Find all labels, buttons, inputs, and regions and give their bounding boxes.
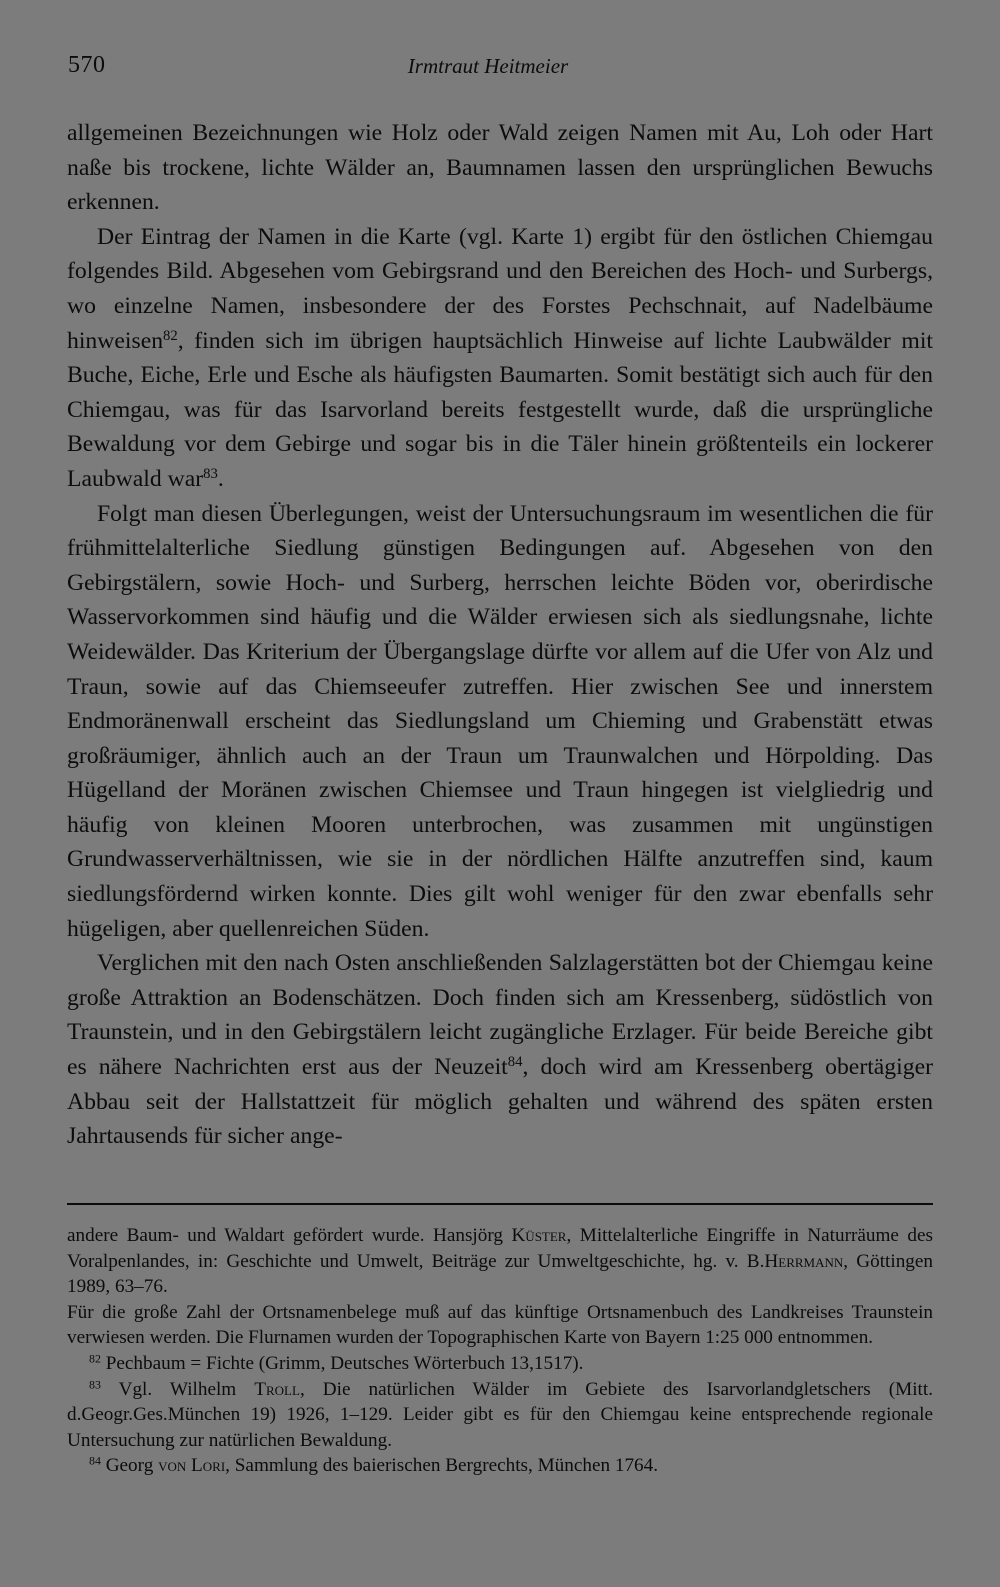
- footnote-cont2-text: Für die große Zahl der Ortsnamenbelege muß auf das künftige Ortsnamenbuch des Landkreises Traunstein verwiesen werden. Die Flurnamen wurden der Topographischen Karte von Bayern 1:25 000 entnommen.: [67, 1301, 933, 1349]
- main-text: [67, 116, 933, 1154]
- footnote-ref-84: 84: [507, 1053, 523, 1070]
- paragraph-4-text-b: , doch wird am Kressenberg obertägiger Abbau seit der Hallstattzeit für möglich gehalten und während des späten ersten Jahrtausends für sicher ange-: [67, 1054, 933, 1150]
- author-name-herrmann: Herrmann: [764, 1250, 844, 1272]
- footnote-continuation-2: [67, 1300, 933, 1351]
- footnotes: [67, 1223, 933, 1479]
- footnote-82-text: Pechbaum = Fichte (Grimm, Deutsches Wörterbuch 13,1517).: [100, 1352, 584, 1374]
- footnote-82: [67, 1351, 933, 1377]
- paragraph-2-text-b: , finden sich im übrigen hauptsächlich Hinweise auf lichte Laubwälder mit Buche, Eiche, Erle und Esche als häufigsten Baumarten. Somit bestätigt sich auch für den Chiemgau, was für das Isarvorland bereits festgestellt wurde, daß die ursprüngliche Bewaldung vor dem Gebirge und sogar bis in die Täler hinein größtenteils ein lockerer Laubwald war: [67, 327, 933, 492]
- paragraph-3: [67, 497, 933, 947]
- footnote-ref-83: 83: [203, 465, 218, 482]
- footnote-84-text-a: Georg: [100, 1455, 159, 1477]
- footnote-82-number: 82: [89, 1351, 101, 1366]
- paragraph-3-text: Folgt man diesen Überlegungen, weist der Untersuchungsraum im wesentlichen die für frühmittelalterliche Siedlung günstigen Bedingungen auf. Abgesehen von den Gebirgstälern, sowie Hoch- und Surberg, herrschen leichte Böden vor, oberirdische Wasservorkommen sind häufig und die Wälder erwiesen sich als siedlungsnahe, lichte Weidewälder. Das Kriterium der Übergangslage dürfte vor allem auf die Ufer von Alz und Traun, sowie auf das Chiemseeufer zutreffen. Hier zwischen See und innerstem Endmoränenwall erscheint das Siedlungsland um Chieming und Grabenstätt etwas großräumiger, ähnlich auch an der Traun um Traunwalchen und Hörpolding. Das Hügelland der Moränen zwischen Chiemsee und Traun hingegen ist vielgliedrig und häufig von kleinen Mooren unterbrochen, was zusammen mit ungünstigen Grundwasserverhältnissen, wie sie in der nördlichen Hälfte anzutreffen sind, kaum siedlungsfördernd wirken konnte. Dies gilt wohl weniger für den zwar ebenfalls sehr hügeligen, aber quellenreichen Süden.: [67, 500, 933, 942]
- footnote-83: [67, 1377, 933, 1454]
- page-number: 570: [68, 52, 106, 78]
- footnote-84-text-b: , Sammlung des baierischen Bergrechts, München 1764.: [225, 1455, 659, 1477]
- paragraph-1: [67, 116, 933, 220]
- footnote-84: [67, 1453, 933, 1479]
- footnote-rule: [67, 1203, 933, 1205]
- footnote-cont-text-b: , Mittelalterliche Eingriffe in Naturräume des Voralpenlandes, in: Geschichte und Umwelt, Beiträge zur Umweltgeschichte, hg. v. B.: [67, 1225, 933, 1272]
- footnote-84-number: 84: [89, 1453, 101, 1468]
- footnote-ref-82: 82: [163, 327, 178, 344]
- paragraph-4: [67, 946, 933, 1154]
- paragraph-4-text-a: Verglichen mit den nach Osten anschließenden Salzlagerstätten bot der Chiemgau keine große Attraktion an Bodenschätzen. Doch finden sich am Kressenberg, südöstlich von Traunstein, und in den Gebirgstälern leicht zugängliche Erzlager. Für beide Bereiche gibt es nähere Nachrichten erst aus der Neuzeit: [67, 950, 933, 1081]
- footnote-83-text-a: Vgl. Wilhelm: [100, 1378, 255, 1400]
- footnote-83-text-b: , Die natürlichen Wälder im Gebiete des Isarvorlandgletschers (Mitt. d.Geogr.Ges.München 19) 1926, 1–129. Leider gibt es für den Chiemgau keine entsprechende regionale Untersuchung zur natürlichen Bewaldung.: [67, 1378, 933, 1451]
- paragraph-2-text-c: .: [217, 465, 224, 492]
- footnote-cont-text-c: , Göttingen 1989, 63–76.: [67, 1250, 933, 1298]
- footnote-continuation: [67, 1223, 933, 1300]
- paragraph-2-text-a: Der Eintrag der Namen in die Karte (vgl. Karte 1) ergibt für den östlichen Chiemgau folgendes Bild. Abgesehen vom Gebirgsrand und den Bereichen des Hoch- und Surbergs, wo einzelne Namen, insbesondere der des Forstes Pechschnait, auf Nadelbäume hinweisen: [67, 223, 933, 354]
- footnote-83-number: 83: [89, 1377, 101, 1392]
- author-name-lori: von Lori: [158, 1455, 226, 1477]
- author-name-kuester: Küster: [511, 1225, 567, 1246]
- paragraph-2: [67, 220, 933, 497]
- footnote-cont-text-a: andere Baum- und Waldart gefördert wurde. Hansjörg: [67, 1225, 512, 1246]
- paragraph-1-text: allgemeinen Bezeichnungen wie Holz oder Wald zeigen Namen mit Au, Loh oder Hart naße bis trockene, lichte Wälder an, Baumnamen lassen den ursprünglichen Bewuchs erkennen.: [67, 120, 933, 216]
- author-name-troll: Troll: [254, 1378, 300, 1400]
- running-head: Irmtraut Heitmeier: [407, 54, 569, 78]
- page-header: [68, 52, 930, 86]
